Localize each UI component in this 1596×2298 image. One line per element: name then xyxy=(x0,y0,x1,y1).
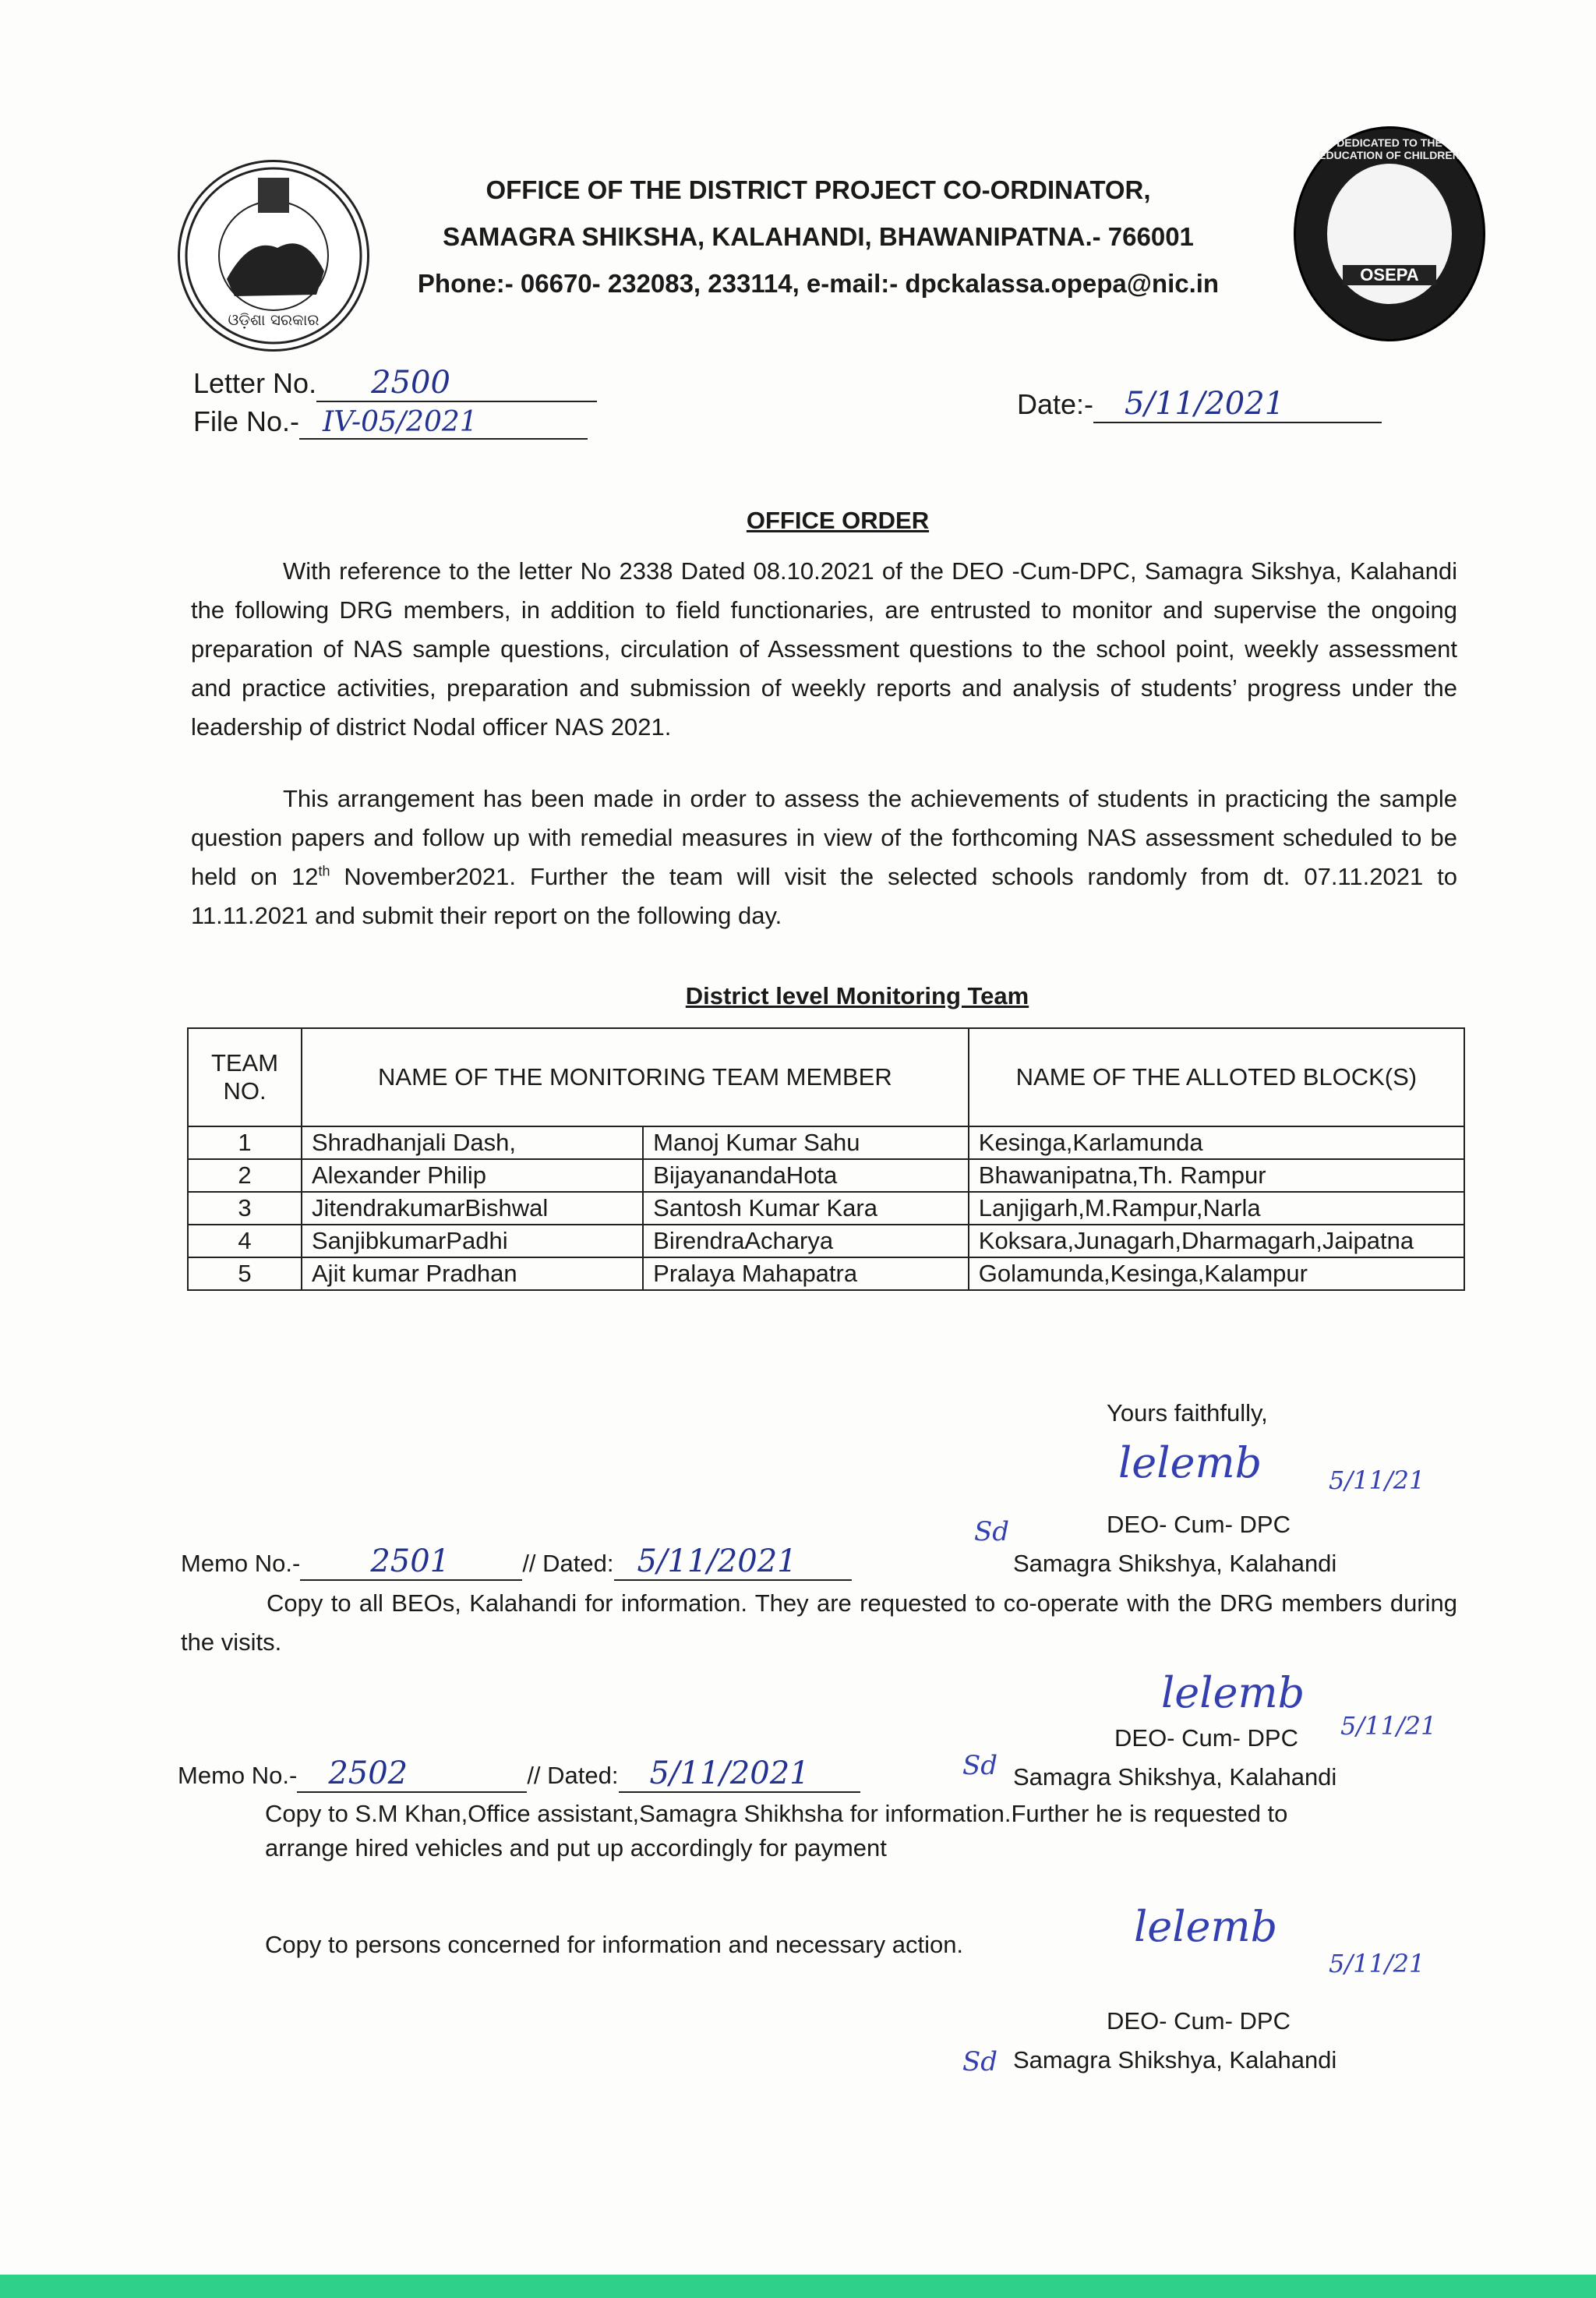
bottom-edge-strip xyxy=(0,2275,1596,2298)
file-value: IV-05/2021 xyxy=(299,406,588,440)
office-1: Samagra Shikshya, Kalahandi xyxy=(1013,1550,1337,1577)
initials-1: Sd xyxy=(974,1516,1010,1547)
odisha-govt-seal-logo xyxy=(178,160,369,352)
signature-3: lelemb xyxy=(1134,1902,1278,1951)
seal-caption: ଓଡ଼ିଶା ସରକାର xyxy=(228,310,320,329)
signature-date-1: 5/11/21 xyxy=(1329,1465,1425,1495)
memo-1-dated-label: // Dated: xyxy=(522,1550,614,1577)
memo-2-dated-label: // Dated: xyxy=(527,1762,619,1789)
memo-2-number: 2502 xyxy=(297,1755,527,1793)
closing-text: Yours faithfully, xyxy=(1107,1399,1268,1427)
paragraph-reference: With reference to the letter No 2338 Dated 08.10.2021 of the DEO -Cum-DPC, Samagra Sikshya, Kalahandi the following DRG members, in addition to field functionaries, are entrusted to monitor and supervise the ongoing preparation of NAS sample questions, circulation of Assessment questions to the school point, weekly assessment and practice activities, preparation and submission of weekly reports and analysis of students’ progress under the leadership of district Nodal officer NAS 2021. xyxy=(191,557,1457,741)
date-label: Date:- xyxy=(1017,388,1094,420)
letter-number xyxy=(193,365,597,402)
signature-date-2: 5/11/21 xyxy=(1340,1711,1437,1741)
memo-1-label: Memo No.- xyxy=(181,1550,301,1577)
table-row: 1 Shradhanjali Dash, Manoj Kumar Sahu Kesinga,Karlamunda xyxy=(188,1126,1464,1159)
initials-2: Sd xyxy=(962,1750,998,1781)
file-number xyxy=(193,405,588,440)
table-row: 5 Ajit kumar Pradhan Pralaya Mahapatra Golamunda,Kesinga,Kalampur xyxy=(188,1257,1464,1290)
signature-2: lelemb xyxy=(1161,1668,1305,1717)
office-3: Samagra Shikshya, Kalahandi xyxy=(1013,2046,1337,2074)
memo-2-label: Memo No.- xyxy=(178,1762,298,1789)
memo-1-number: 2501 xyxy=(300,1543,522,1581)
header-block: NAME OF THE ALLOTED BLOCK(S) xyxy=(969,1028,1464,1126)
file-label: File No.- xyxy=(193,405,300,437)
header-team-no: TEAM NO. xyxy=(188,1028,302,1126)
letter-date xyxy=(1017,386,1382,423)
header-member: NAME OF THE MONITORING TEAM MEMBER xyxy=(302,1028,969,1126)
signature-date-3: 5/11/21 xyxy=(1329,1949,1425,1978)
osepa-motto: DEDICATED TO THE EDUCATION OF CHILDREN xyxy=(1319,136,1460,161)
memo-2 xyxy=(178,1755,860,1793)
memo-1-text: Copy to all BEOs, Kalahandi for information. They are requested to co-operate with the DRG members during the visits. xyxy=(181,1589,1457,1656)
designation-3: DEO- Cum- DPC xyxy=(1107,2007,1291,2035)
letter-value: 2500 xyxy=(316,365,597,402)
table-header-row xyxy=(188,1028,1464,1126)
memo-1-date: 5/11/2021 xyxy=(614,1543,852,1581)
table-row: 2 Alexander Philip BijayanandaHota Bhawanipatna,Th. Rampur xyxy=(188,1159,1464,1192)
memo-2-text: Copy to S.M Khan,Office assistant,Samagra Shikhsha for information.Further he is requested to arrange hired vehicles and put up accordingly for payment xyxy=(265,1800,1288,1861)
signature-1: lelemb xyxy=(1118,1438,1262,1487)
memo-1 xyxy=(181,1543,852,1581)
osepa-brand: OSEPA xyxy=(1343,265,1436,285)
copy-3-text: Copy to persons concerned for information and necessary action. xyxy=(265,1931,964,1958)
office-contact: Phone:- 06670- 232083, 233114, e-mail:- dpckalassa.opepa@nic.in xyxy=(417,269,1220,298)
team-title: District level Monitoring Team xyxy=(685,982,1029,1009)
office-address: SAMAGRA SHIKSHA, KALAHANDI, BHAWANIPATNA.- 766001 xyxy=(443,222,1194,251)
office-order-title: OFFICE ORDER xyxy=(746,507,930,534)
designation-1: DEO- Cum- DPC xyxy=(1107,1511,1291,1538)
monitoring-team-table xyxy=(187,1027,1465,1291)
initials-3: Sd xyxy=(962,2046,998,2077)
table-row: 4 SanjibkumarPadhi BirendraAcharya Koksara,Junagarh,Dharmagarh,Jaipatna xyxy=(188,1225,1464,1257)
paragraph-arrangement: This arrangement has been made in order to assess the achievements of students in practicing the sample question papers and follow up with remedial measures in view of the forthcoming NAS assessment scheduled to be held on 12th November2021. Further the team will visit the selected schools randomly from dt. 07.11.2021 to 11.11.2021 and submit their report on the following day. xyxy=(191,785,1457,929)
designation-2: DEO- Cum- DPC xyxy=(1114,1724,1298,1752)
osepa-logo xyxy=(1294,126,1485,341)
date-value: 5/11/2021 xyxy=(1093,386,1382,423)
memo-2-date: 5/11/2021 xyxy=(619,1755,860,1793)
office-title: OFFICE OF THE DISTRICT PROJECT CO-ORDINATOR, xyxy=(486,175,1151,204)
table-row: 3 JitendrakumarBishwal Santosh Kumar Kara Lanjigarh,M.Rampur,Narla xyxy=(188,1192,1464,1225)
letter-label: Letter No. xyxy=(193,367,317,399)
office-2: Samagra Shikshya, Kalahandi xyxy=(1013,1763,1337,1791)
